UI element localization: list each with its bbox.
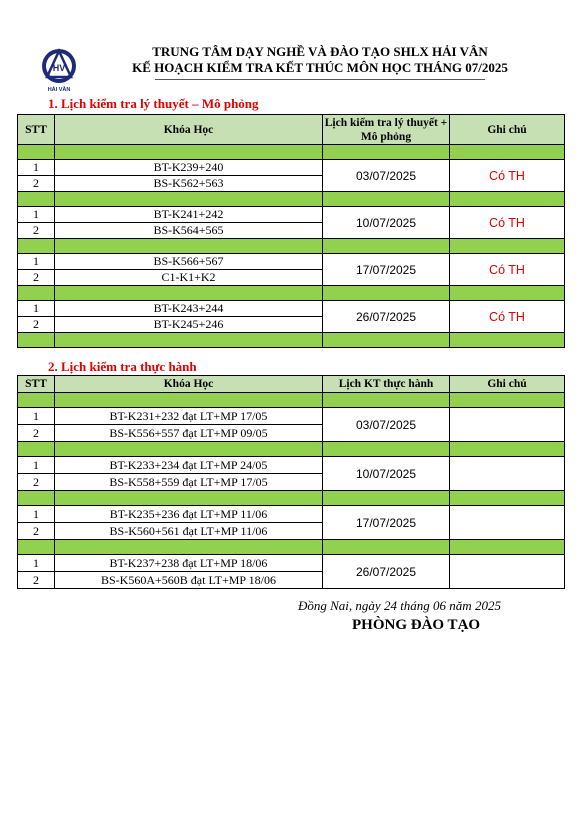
schedule-date-cell: 17/07/2025 [323,254,450,286]
separator-cell [323,333,450,348]
separator-row [18,393,565,408]
separator-cell [450,239,565,254]
note-cell: Có TH [450,207,565,239]
separator-row [18,491,565,506]
section2-title: 2. Lịch kiểm tra thực hành [48,359,197,374]
stt-cell: 2 [18,317,55,333]
table-row [18,301,565,317]
course-cell: BS-K560A+560B đạt LT+MP 18/06 [55,572,323,589]
separator-row [18,540,565,555]
stt-cell: 2 [18,270,55,286]
table-row [18,207,565,223]
note-cell [450,457,565,491]
separator-cell [18,145,55,160]
course-cell: BT-K243+244 [55,301,323,317]
separator-cell [55,286,323,301]
column-header-note: Ghi chú [450,115,565,145]
separator-cell [18,286,55,301]
organization-name: TRUNG TÂM DẠY NGHỀ VÀ ĐÀO TẠO SHLX HẢI VÂN [152,44,488,59]
separator-cell [18,393,55,408]
note-cell [450,506,565,540]
course-cell: BS-K558+559 đạt LT+MP 17/05 [55,474,323,491]
stt-cell: 1 [18,254,55,270]
note-cell: Có TH [450,301,565,333]
stt-cell: 2 [18,474,55,491]
separator-cell [55,442,323,457]
schedule-date-cell: 26/07/2025 [323,301,450,333]
note-cell: Có TH [450,160,565,192]
table-header-row [18,115,565,145]
logo-monogram: HV [52,63,66,73]
separator-cell [450,491,565,506]
note-cell: Có TH [450,254,565,286]
course-cell: BT-K233+234 đạt LT+MP 24/05 [55,457,323,474]
place-and-date: Đồng Nai, ngày 24 tháng 06 năm 2025 [298,598,501,613]
practical-schedule-table [17,375,565,589]
separator-cell [55,540,323,555]
schedule-date-cell: 26/07/2025 [323,555,450,589]
separator-cell [450,333,565,348]
stt-cell: 1 [18,555,55,572]
separator-cell [323,286,450,301]
course-cell: BS-K556+557 đạt LT+MP 09/05 [55,425,323,442]
course-cell: BS-K562+563 [55,176,323,192]
theory-schedule-table [17,114,565,348]
separator-cell [323,393,450,408]
separator-cell [55,491,323,506]
separator-cell [323,540,450,555]
signing-department: PHÒNG ĐÀO TẠO [352,617,481,633]
table-row [18,160,565,176]
note-cell [450,555,565,589]
note-cell [450,408,565,442]
schedule-date-cell: 10/07/2025 [323,207,450,239]
stt-cell: 1 [18,160,55,176]
course-cell: BT-K237+238 đạt LT+MP 18/06 [55,555,323,572]
column-header-course: Khóa Học [55,115,323,145]
separator-cell [450,393,565,408]
schedule-date-cell: 03/07/2025 [323,408,450,442]
table-row [18,254,565,270]
separator-row [18,286,565,301]
separator-cell [323,145,450,160]
separator-cell [450,192,565,207]
section1-title: 1. Lịch kiểm tra lý thuyết – Mô phỏng [48,96,259,111]
stt-cell: 1 [18,506,55,523]
separator-cell [18,442,55,457]
table-header-row [18,376,565,393]
separator-cell [18,333,55,348]
column-header-course: Khóa Học [55,376,323,393]
course-cell: BT-K231+232 đạt LT+MP 17/05 [55,408,323,425]
stt-cell: 2 [18,572,55,589]
table-row [18,555,565,572]
separator-cell [450,442,565,457]
table-row [18,506,565,523]
stt-cell: 1 [18,301,55,317]
stt-cell: 2 [18,223,55,239]
hai-van-logo [40,47,78,95]
separator-cell [55,333,323,348]
header-divider [155,79,485,80]
separator-cell [55,192,323,207]
stt-cell: 1 [18,408,55,425]
separator-row [18,145,565,160]
stt-cell: 2 [18,176,55,192]
logo-emblem-icon [40,47,78,87]
course-cell: BT-K239+240 [55,160,323,176]
separator-row [18,442,565,457]
column-header-note: Ghi chú [450,376,565,393]
column-header-schedule: Lịch KT thực hành [323,376,450,393]
separator-cell [323,192,450,207]
separator-cell [55,393,323,408]
separator-cell [323,491,450,506]
course-cell: BT-K245+246 [55,317,323,333]
separator-cell [18,192,55,207]
stt-cell: 2 [18,523,55,540]
separator-row [18,333,565,348]
course-cell: BT-K241+242 [55,207,323,223]
table-row [18,408,565,425]
course-cell: C1-K1+K2 [55,270,323,286]
separator-cell [18,239,55,254]
separator-cell [450,145,565,160]
column-header-stt: STT [18,376,55,393]
column-header-stt: STT [18,115,55,145]
separator-cell [55,145,323,160]
course-cell: BS-K566+567 [55,254,323,270]
schedule-date-cell: 03/07/2025 [323,160,450,192]
separator-cell [323,239,450,254]
table-row [18,457,565,474]
separator-cell [55,239,323,254]
document-header [100,44,540,80]
course-cell: BS-K560+561 đạt LT+MP 11/06 [55,523,323,540]
column-header-schedule: Lịch kiểm tra lý thuyết + Mô phỏng [323,115,450,145]
plan-title: KẾ HOẠCH KIỂM TRA KẾT THÚC MÔN HỌC THÁNG 07/2025 [132,60,508,75]
separator-cell [450,540,565,555]
course-cell: BS-K564+565 [55,223,323,239]
separator-cell [450,286,565,301]
stt-cell: 1 [18,207,55,223]
separator-cell [18,491,55,506]
stt-cell: 1 [18,457,55,474]
course-cell: BT-K235+236 đạt LT+MP 11/06 [55,506,323,523]
separator-cell [18,540,55,555]
separator-cell [323,442,450,457]
separator-row [18,239,565,254]
separator-row [18,192,565,207]
logo-caption: HẢI VÂN [47,87,71,93]
schedule-date-cell: 10/07/2025 [323,457,450,491]
schedule-date-cell: 17/07/2025 [323,506,450,540]
stt-cell: 2 [18,425,55,442]
